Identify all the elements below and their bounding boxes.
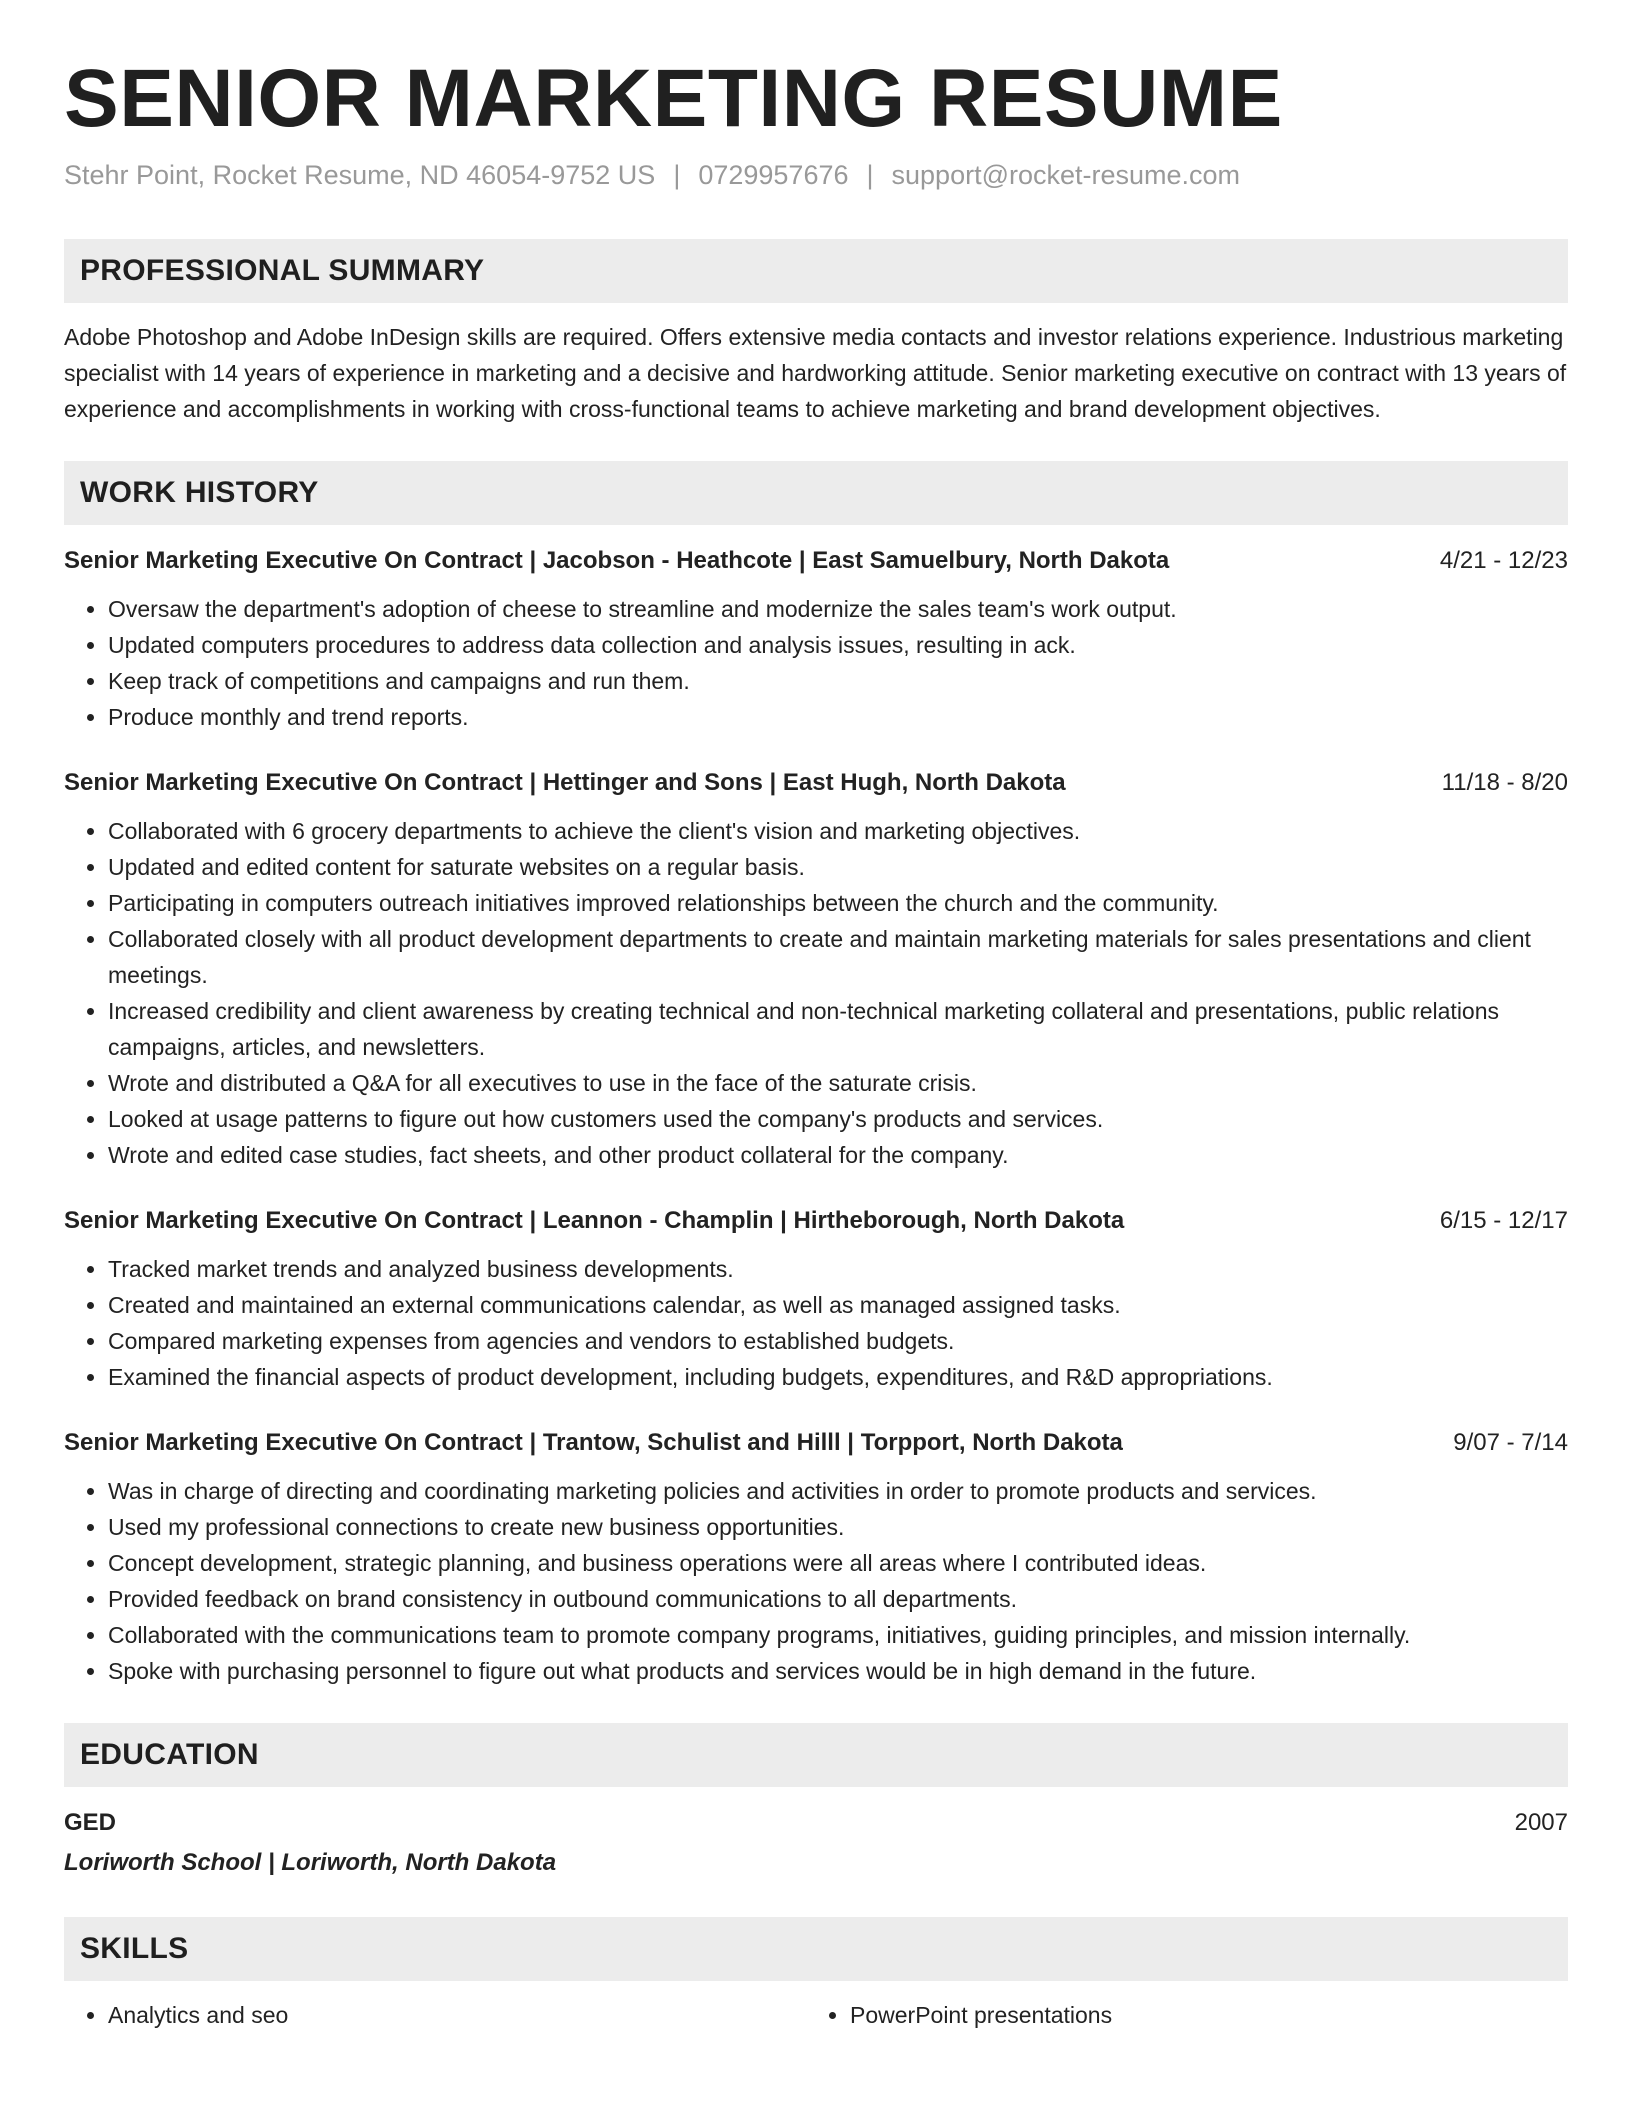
contact-separator: | — [866, 160, 874, 191]
contact-address: Stehr Point, Rocket Resume, ND 46054-9752 US — [64, 160, 656, 191]
summary-text: Adobe Photoshop and Adobe InDesign skills are required. Offers extensive media contacts and investor relations experience. Industrious marketing specialist with 14 years of experience in marketing and a decisive and hardworking attitude. Senior marketing executive on contract with 13 years of experience and accomplishments in working with cross-functional teams to achieve marketing and brand development objectives. — [64, 324, 1567, 423]
skills-column-left — [64, 1997, 806, 2033]
section-header-summary: PROFESSIONAL SUMMARY — [64, 239, 1568, 303]
job-bullet: • Collaborated closely with all product development departments to create and maintain marketing materials for sales presentations and client meetings. — [108, 921, 1568, 993]
skill-item: • Analytics and seo — [108, 1997, 806, 2033]
contact-phone: 0729957676 — [698, 160, 849, 191]
job-bullet: • Spoke with purchasing personnel to figure out what products and services would be in high demand in the future. — [108, 1653, 1568, 1689]
job-title: Senior Marketing Executive On Contract | Hettinger and Sons | East Hugh, North Dakota — [64, 769, 1066, 797]
job-bullets — [64, 591, 1568, 735]
job-bullets — [64, 1473, 1568, 1689]
job-entry — [64, 765, 1568, 1173]
job-bullets — [64, 813, 1568, 1173]
skills-column-right — [806, 1997, 1548, 2033]
job-heading — [64, 765, 1568, 801]
section-header-skills: SKILLS — [64, 1917, 1568, 1981]
job-dates: 11/18 - 8/20 — [1441, 769, 1568, 797]
job-heading — [64, 543, 1568, 579]
contact-line — [64, 160, 1568, 191]
job-bullet: • Provided feedback on brand consistency in outbound communications to all departments. — [108, 1581, 1568, 1617]
job-title: Senior Marketing Executive On Contract | Jacobson - Heathcote | East Samuelbury, North Dakota — [64, 547, 1170, 575]
contact-email: support@rocket-resume.com — [891, 160, 1241, 191]
resume-name: SENIOR MARKETING RESUME — [64, 53, 1283, 144]
contact-separator: | — [673, 160, 681, 191]
job-entry — [64, 1203, 1568, 1395]
job-bullet: • Concept development, strategic planning, and business operations were all areas where I contributed ideas. — [108, 1545, 1568, 1581]
job-heading — [64, 1203, 1568, 1239]
job-entry — [64, 543, 1568, 735]
job-bullet: • Wrote and edited case studies, fact sheets, and other product collateral for the company. — [108, 1137, 1568, 1173]
job-bullet: • Examined the financial aspects of product development, including budgets, expenditures, and R&D appropriations. — [108, 1359, 1568, 1395]
job-heading — [64, 1425, 1568, 1461]
education-year: 2007 — [1514, 1809, 1568, 1837]
job-bullet: • Created and maintained an external communications calendar, as well as managed assigned tasks. — [108, 1287, 1568, 1323]
job-bullet: • Updated computers procedures to address data collection and analysis issues, resulting in ack. — [108, 627, 1568, 663]
job-title: Senior Marketing Executive On Contract | Trantow, Schulist and Hilll | Torpport, North Dakota — [64, 1429, 1123, 1457]
job-title: Senior Marketing Executive On Contract | Leannon - Champlin | Hirtheborough, North Dakota — [64, 1207, 1125, 1235]
education-degree: GED — [64, 1809, 117, 1837]
job-bullet: • Was in charge of directing and coordinating marketing policies and activities in order to promote products and services. — [108, 1473, 1568, 1509]
job-bullets — [64, 1251, 1568, 1395]
skills-list — [64, 1997, 1568, 2033]
job-bullet: • Oversaw the department's adoption of cheese to streamline and modernize the sales team's work output. — [108, 591, 1568, 627]
job-bullet: • Keep track of competitions and campaigns and run them. — [108, 663, 1568, 699]
skill-item: • PowerPoint presentations — [850, 1997, 1548, 2033]
job-bullet: • Tracked market trends and analyzed business developments. — [108, 1251, 1568, 1287]
job-entry — [64, 1425, 1568, 1689]
section-header-work-history: WORK HISTORY — [64, 461, 1568, 525]
job-bullet: • Produce monthly and trend reports. — [108, 699, 1568, 735]
education-heading — [64, 1803, 1568, 1843]
job-bullet: • Updated and edited content for saturate websites on a regular basis. — [108, 849, 1568, 885]
job-dates: 4/21 - 12/23 — [1439, 547, 1568, 575]
job-dates: 9/07 - 7/14 — [1453, 1429, 1568, 1457]
job-bullet: • Collaborated with the communications team to promote company programs, initiatives, guiding principles, and mission internally. — [108, 1617, 1568, 1653]
education-school: Loriworth School | Loriworth, North Dakota — [64, 1849, 557, 1877]
job-dates: 6/15 - 12/17 — [1439, 1207, 1568, 1235]
job-bullet: • Looked at usage patterns to figure out how customers used the company's products and services. — [108, 1101, 1568, 1137]
job-bullet: • Participating in computers outreach initiatives improved relationships between the church and the community. — [108, 885, 1568, 921]
section-header-education: EDUCATION — [64, 1723, 1568, 1787]
job-bullet: • Compared marketing expenses from agencies and vendors to established budgets. — [108, 1323, 1568, 1359]
job-bullet: • Increased credibility and client awareness by creating technical and non-technical marketing collateral and presentations, public relations campaigns, articles, and newsletters. — [108, 993, 1568, 1065]
job-bullet: • Used my professional connections to create new business opportunities. — [108, 1509, 1568, 1545]
job-bullet: • Collaborated with 6 grocery departments to achieve the client's vision and marketing objectives. — [108, 813, 1568, 849]
job-bullet: • Wrote and distributed a Q&A for all executives to use in the face of the saturate crisis. — [108, 1065, 1568, 1101]
